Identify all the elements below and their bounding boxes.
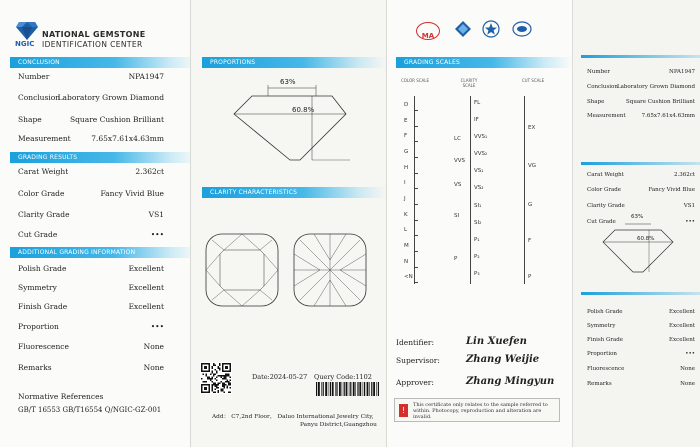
color-scale-tick: G xyxy=(404,149,409,155)
cut-scale-line xyxy=(524,96,525,284)
clarity-scale-tick: P₁ xyxy=(474,236,480,243)
summary-depth-percent: 60.8% xyxy=(637,236,655,242)
info-label: Shape xyxy=(18,115,42,124)
info-value: ••• xyxy=(150,322,164,331)
normative-refs: GB/T 16553 GB/T16554 Q/NGIC-GZ-001 xyxy=(18,406,162,414)
org-name-line1: NATIONAL GEMSTONE xyxy=(42,30,146,39)
tick-mark xyxy=(414,267,418,268)
signature-name: Zhang Mingyun xyxy=(466,376,555,387)
summary-value: ••• xyxy=(685,219,695,225)
summary-label: Symmetry xyxy=(587,323,616,329)
scales-panel xyxy=(386,0,572,447)
signature-label: Identifier: xyxy=(396,338,434,347)
tick-mark xyxy=(414,173,418,174)
summary-value: VS1 xyxy=(683,203,695,209)
color-scale-tick: H xyxy=(404,164,409,171)
signature-name: Zhang Weijie xyxy=(466,354,540,365)
info-label: Carat Weight xyxy=(18,167,69,176)
notice-text: This certificate only relates to the sample referred to within. Photocopy, reproduction and alteration are invalid. xyxy=(413,402,548,420)
tick-mark xyxy=(414,235,418,236)
color-scale-tick: L xyxy=(404,227,408,234)
diamond-badge-icon xyxy=(454,20,472,38)
fold-line xyxy=(190,0,191,447)
org-name-line2: IDENTIFICATION CENTER xyxy=(42,40,143,49)
section-additional: ADDITIONAL GRADING INFORMATION xyxy=(10,247,200,258)
tick-mark xyxy=(414,141,418,142)
tick-mark xyxy=(414,204,418,205)
clarity-scale-tick: P₂ xyxy=(474,253,480,260)
color-scale-tick: F xyxy=(404,133,408,140)
report-date: Date:2024-05-27 xyxy=(252,373,308,381)
info-value: None xyxy=(143,342,164,351)
clarity-scale-tick: P₃ xyxy=(474,270,480,277)
info-value: Excellent xyxy=(128,283,164,292)
warning-icon: ! xyxy=(399,404,408,417)
tick-mark xyxy=(414,220,418,221)
clarity-scale-tick: VS₂ xyxy=(474,185,484,192)
proportions-panel xyxy=(190,0,386,447)
section-grading-scales: GRADING SCALES xyxy=(396,57,572,68)
summary-label: Remarks xyxy=(587,381,612,387)
cut-scale-tick: EX xyxy=(528,125,536,131)
summary-value: Fancy Vivid Blue xyxy=(648,187,695,193)
summary-label: Shape xyxy=(587,99,605,105)
left-panel xyxy=(0,0,190,447)
tick-mark xyxy=(414,282,418,283)
summary-value: Excellent xyxy=(669,337,695,343)
barcode xyxy=(316,382,382,396)
clarity-scale-tick: VS₁ xyxy=(474,168,484,175)
summary-top-bar xyxy=(581,55,700,58)
clarity-group-label: P xyxy=(454,256,458,262)
summary-label: Proportion xyxy=(587,351,617,357)
color-scale-line xyxy=(414,96,415,284)
color-scale-tick: N xyxy=(404,258,409,265)
summary-label: Number xyxy=(587,69,610,75)
qr-code[interactable] xyxy=(200,362,232,394)
info-value: Excellent xyxy=(128,302,164,311)
info-value: ••• xyxy=(150,230,164,239)
info-value: VS1 xyxy=(148,210,164,219)
summary-value: NPA1947 xyxy=(669,69,695,75)
cma-text: MA xyxy=(421,32,435,40)
summary-bottom-bar xyxy=(581,292,700,295)
color-scale-tick: J xyxy=(404,196,406,202)
ngic-logo-icon xyxy=(16,22,38,40)
info-value: 2.362ct xyxy=(135,167,164,176)
summary-label: Polish Grade xyxy=(587,309,623,315)
clarity-scale-tick: FL xyxy=(474,100,481,106)
cut-scale-tick: F xyxy=(528,238,532,244)
star-badge-icon xyxy=(482,20,500,38)
summary-label: Fluorescence xyxy=(587,366,625,372)
signature-label: Supervisor: xyxy=(396,356,440,365)
signature-name: Lin Xuefen xyxy=(466,336,527,347)
cut-scale-tick: VG xyxy=(528,163,537,169)
cut-scale-tick: G xyxy=(528,202,533,208)
notice-box xyxy=(394,398,560,422)
clarity-pavilion-diagram xyxy=(290,230,370,310)
info-label: Finish Grade xyxy=(18,302,68,311)
info-label: Number xyxy=(18,72,50,81)
fold-line xyxy=(386,0,387,447)
info-value: Fancy Vivid Blue xyxy=(100,189,164,198)
summary-value: None xyxy=(680,381,695,387)
info-value: NPA1947 xyxy=(128,72,164,81)
seal-badge-icon xyxy=(512,21,532,37)
clarity-group-label: VVS xyxy=(454,158,466,164)
clarity-scale-tick: VVS₁ xyxy=(474,134,488,141)
cma-badge xyxy=(416,22,440,40)
clarity-group-label: LC xyxy=(454,136,461,142)
address-line2: Panyu District,Guangzhou xyxy=(300,422,377,428)
summary-panel xyxy=(572,0,700,447)
tick-mark xyxy=(414,110,418,111)
clarity-scale-head: CLARITY SCALE xyxy=(460,78,478,88)
color-scale-tick: E xyxy=(404,117,408,124)
summary-value: Square Cushion Brilliant xyxy=(626,99,695,105)
summary-value: Excellent xyxy=(669,309,695,315)
info-value: Excellent xyxy=(128,264,164,273)
summary-label: Clarity Grade xyxy=(587,203,625,209)
color-scale-tick: <N xyxy=(404,274,413,281)
table-percent: 63% xyxy=(280,78,296,86)
summary-value: Excellent xyxy=(669,323,695,329)
summary-proportion-diagram xyxy=(593,214,683,276)
color-scale-tick: M xyxy=(404,243,409,249)
signature-label: Approver: xyxy=(396,378,434,387)
tick-mark xyxy=(414,157,418,158)
info-label: Cut Grade xyxy=(18,230,58,239)
clarity-group-label: SI xyxy=(454,213,460,219)
cut-scale-head: CUT SCALE xyxy=(521,78,545,83)
address-line1: Add： C7,2nd Floor， Daluo International Jewelry City, xyxy=(212,414,374,420)
section-clarity: CLARITY CHARACTERISTICS xyxy=(202,187,386,198)
color-scale-tick: D xyxy=(404,102,409,108)
color-scale-tick: K xyxy=(404,211,408,218)
summary-label: Finish Grade xyxy=(587,337,624,343)
summary-label: Carat Weight xyxy=(587,172,624,178)
info-label: Symmetry xyxy=(18,283,57,292)
clarity-group-label: VS xyxy=(454,182,462,188)
info-label: Remarks xyxy=(18,363,52,372)
summary-label: Color Grade xyxy=(587,187,622,193)
tick-mark xyxy=(414,188,418,189)
summary-value: 7.65x7.61x4.63mm xyxy=(641,113,695,119)
color-scale-head: COLOR SCALE xyxy=(400,78,430,83)
query-code: Query Code:1102 xyxy=(314,373,372,381)
info-label: Color Grade xyxy=(18,189,65,198)
clarity-crown-diagram xyxy=(202,230,282,310)
summary-value: 2.362ct xyxy=(673,172,695,178)
clarity-scale-tick: VVS₂ xyxy=(474,151,488,158)
color-scale-tick: I xyxy=(404,180,406,187)
info-value: Laboratory Grown Diamond xyxy=(57,93,164,102)
summary-label: Conclusion xyxy=(587,84,618,90)
section-proportions: PROPORTIONS xyxy=(202,57,386,68)
info-label: Polish Grade xyxy=(18,264,67,273)
info-value: Square Cushion Brilliant xyxy=(69,115,164,124)
cut-scale-tick: P xyxy=(528,274,532,280)
normative-title: Normative References xyxy=(18,392,104,401)
info-label: Proportion xyxy=(18,322,59,331)
info-value: None xyxy=(143,363,164,372)
logo-abbr: NGIC xyxy=(15,40,35,48)
summary-value: None xyxy=(680,366,695,372)
clarity-scale-tick: IF xyxy=(474,117,479,124)
info-label: Clarity Grade xyxy=(18,210,70,219)
info-label: Fluorescence xyxy=(18,342,69,351)
info-label: Measurement xyxy=(18,134,71,143)
summary-mid-bar xyxy=(581,162,700,165)
depth-percent: 60.8% xyxy=(292,106,315,114)
summary-label: Measurement xyxy=(587,113,626,119)
info-value: 7.65x7.61x4.63mm xyxy=(91,134,164,143)
section-grading-results: GRADING RESULTS xyxy=(10,152,200,163)
tick-mark xyxy=(414,251,418,252)
clarity-scale-tick: SI₁ xyxy=(474,202,482,209)
clarity-scale-line xyxy=(470,96,471,284)
section-conclusion: CONCLUSION xyxy=(10,57,200,68)
tick-mark xyxy=(414,126,418,127)
summary-table-percent: 63% xyxy=(631,214,644,220)
clarity-scale-tick: SI₂ xyxy=(474,219,482,226)
summary-value: Laboratory Grown Diamond xyxy=(616,84,695,90)
proportion-diagram xyxy=(220,74,370,164)
summary-label: Cut Grade xyxy=(587,219,616,225)
info-label: Conclusion xyxy=(18,93,61,102)
summary-value: ••• xyxy=(685,351,695,357)
